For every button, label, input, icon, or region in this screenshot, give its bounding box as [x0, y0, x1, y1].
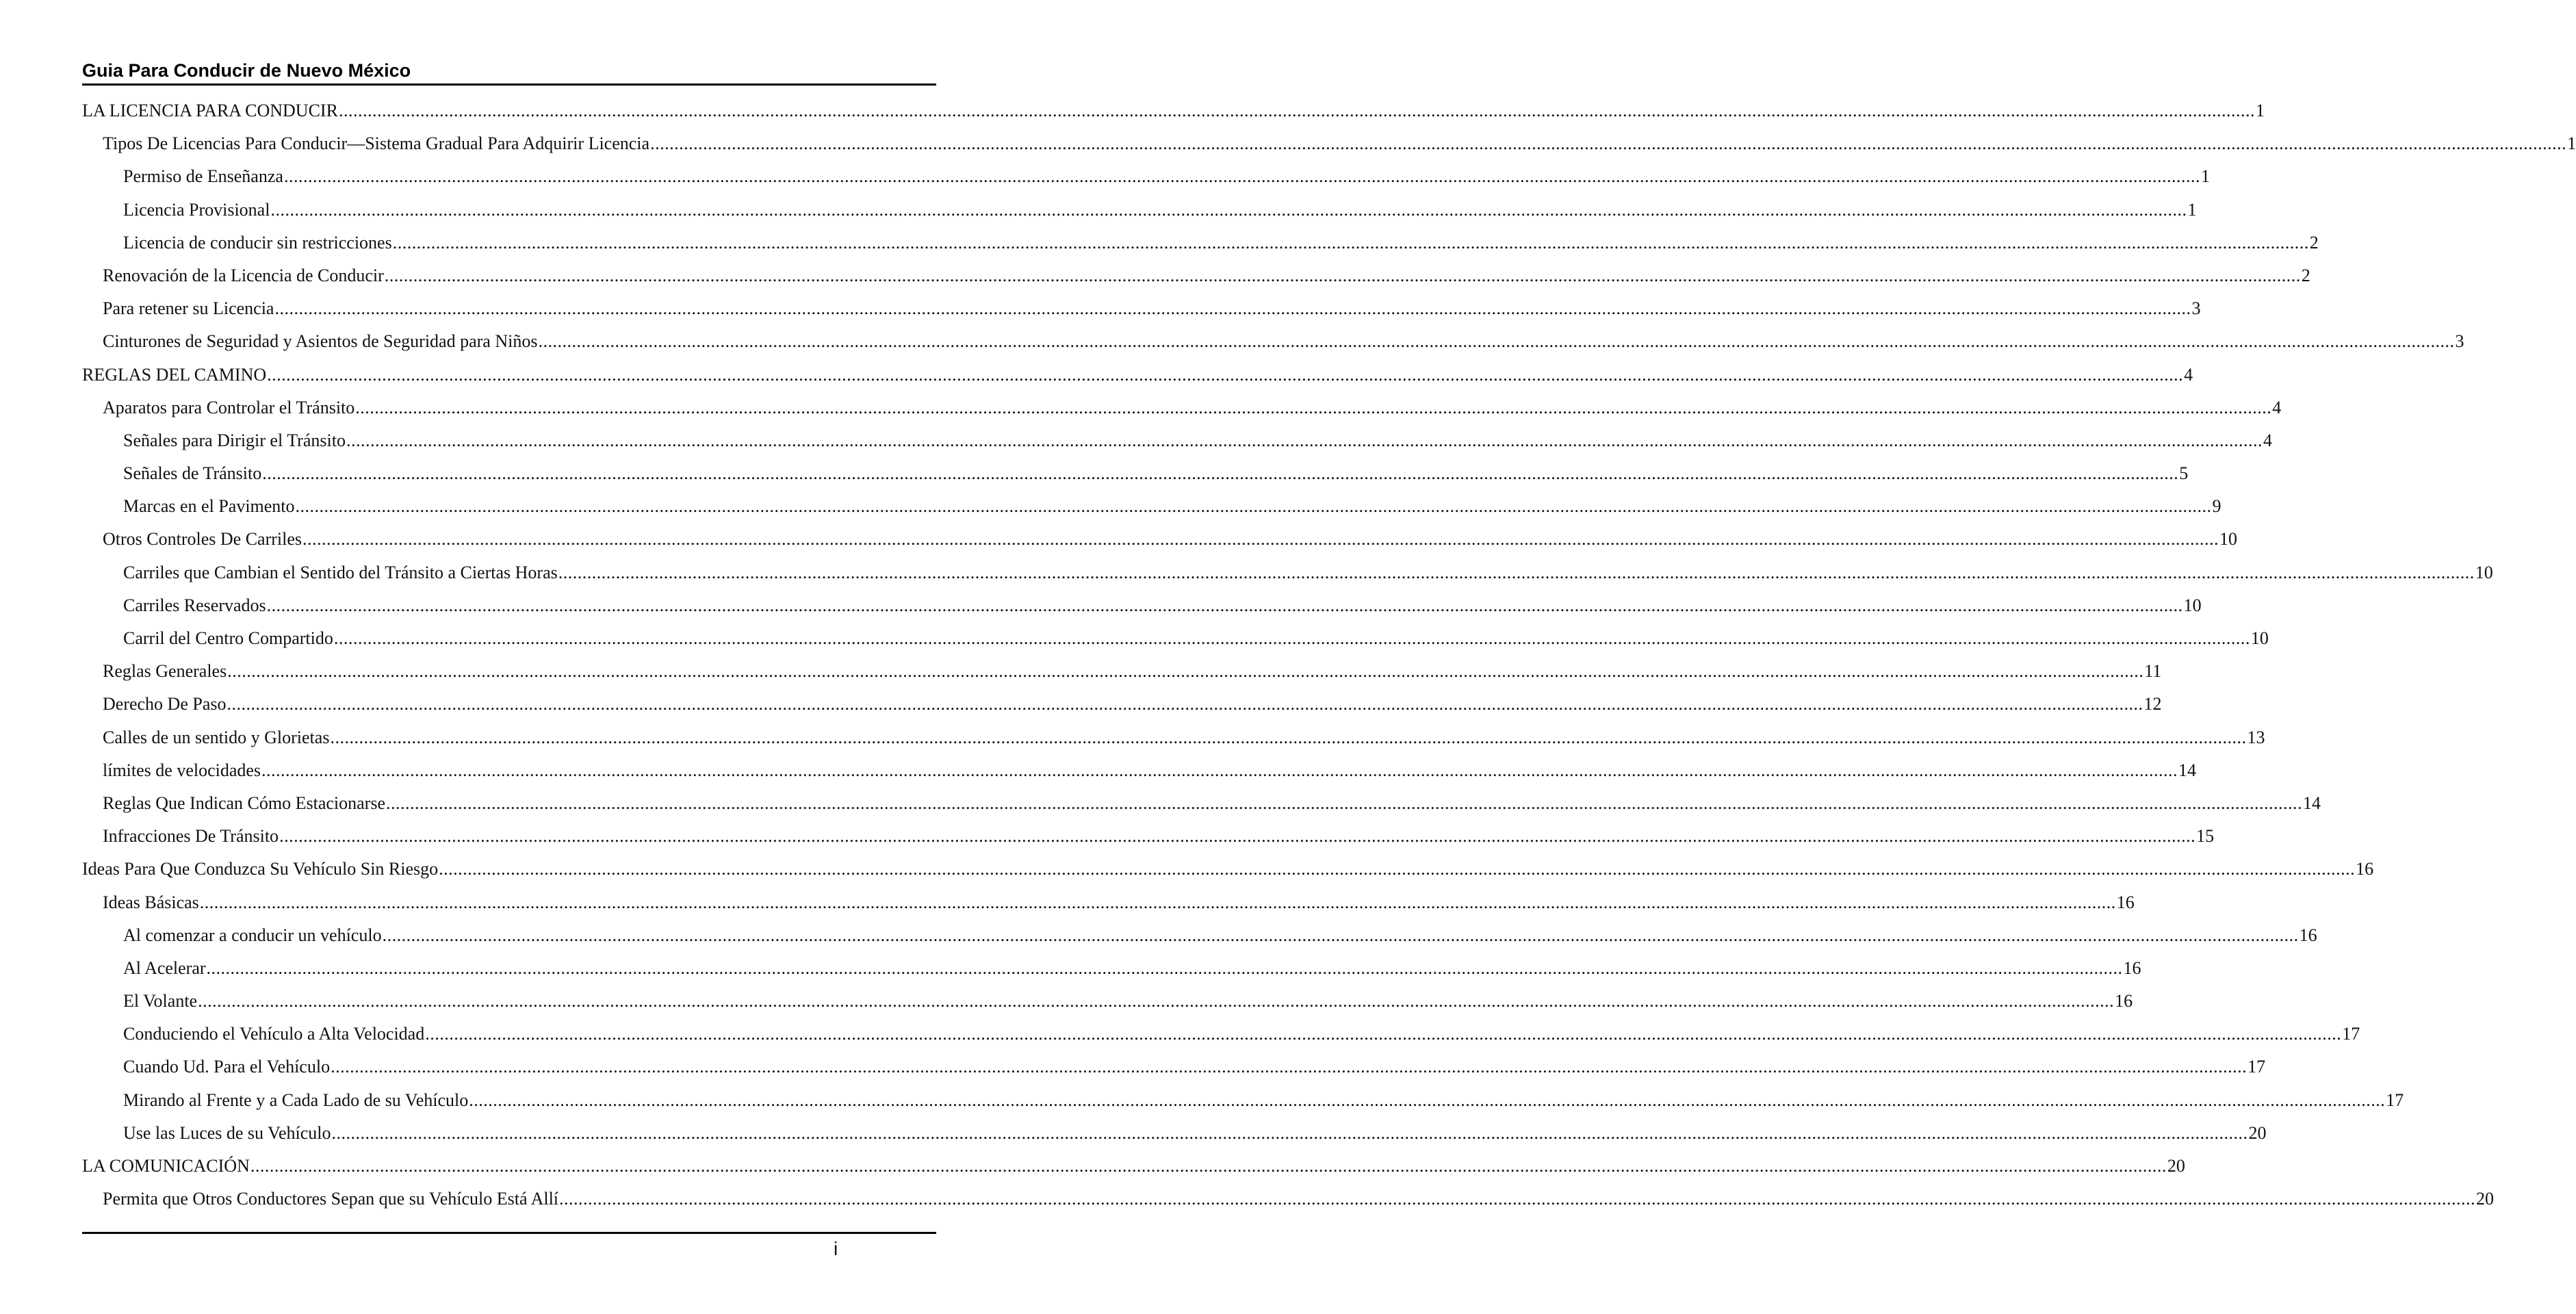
dot-leader: ................................................................................................................................................................................................................................................................................................................................................................................................................ [425, 1024, 2342, 1044]
toc-entry-page: 3 [2455, 331, 2464, 352]
toc-entry[interactable] [82, 1117, 2267, 1150]
toc-entry-page: 4 [2272, 397, 2282, 417]
dot-leader: ................................................................................................................................................................................................................................................................................................................................................................................................................ [331, 1122, 2248, 1143]
toc-entry-page: 14 [2178, 760, 2197, 780]
footer-page-number: i [834, 1238, 838, 1259]
toc-entry[interactable] [82, 523, 2238, 556]
dot-leader: ................................................................................................................................................................................................................................................................................................................................................................................................................ [439, 859, 2356, 879]
toc-entry-title: Ideas Básicas [103, 892, 199, 912]
toc-entry[interactable] [82, 457, 2189, 490]
toc-entry-page: 1 [2200, 166, 2210, 187]
toc-entry-page: 12 [2143, 694, 2162, 714]
toc-entry-page: 13 [2247, 727, 2265, 747]
dot-leader: ................................................................................................................................................................................................................................................................................................................................................................................................................ [346, 430, 2263, 450]
toc-entry-page: 2 [2309, 232, 2319, 253]
dot-leader: ................................................................................................................................................................................................................................................................................................................................................................................................................ [227, 661, 2144, 682]
dot-leader: ................................................................................................................................................................................................................................................................................................................................................................................................................ [227, 694, 2143, 714]
toc-entry-page: 20 [2248, 1122, 2267, 1143]
toc-entry[interactable] [82, 325, 2464, 358]
toc-entry-page: 10 [2183, 595, 2202, 615]
toc-entry-title: REGLAS DEL CAMINO [82, 364, 267, 385]
dot-leader: ................................................................................................................................................................................................................................................................................................................................................................................................................ [206, 957, 2123, 978]
dot-leader: ................................................................................................................................................................................................................................................................................................................................................................................................................ [392, 232, 2309, 253]
dot-leader: ................................................................................................................................................................................................................................................................................................................................................................................................................ [274, 298, 2191, 319]
toc-entry[interactable] [82, 1150, 2185, 1183]
dot-leader: ................................................................................................................................................................................................................................................................................................................................................................................................................ [261, 760, 2178, 780]
toc-entry-page: 1 [2255, 101, 2265, 120]
toc-entry-title: LA LICENCIA PARA CONDUCIR [82, 101, 338, 120]
toc-entry[interactable] [82, 160, 2210, 193]
toc-entry-page: 16 [2299, 925, 2317, 945]
dot-leader: ................................................................................................................................................................................................................................................................................................................................................................................................................ [331, 1057, 2247, 1077]
toc-entry-title: Use las Luces de su Vehículo [123, 1122, 331, 1143]
document-title: Guia Para Conducir de Nuevo México [82, 60, 411, 81]
dot-leader: ................................................................................................................................................................................................................................................................................................................................................................................................................ [250, 1156, 2167, 1176]
toc-entry-title: Carril del Centro Compartido [123, 628, 333, 648]
dot-leader: ................................................................................................................................................................................................................................................................................................................................................................................................................ [262, 463, 2179, 484]
toc-entry-page: 10 [2475, 562, 2493, 582]
dot-leader: ................................................................................................................................................................................................................................................................................................................................................................................................................ [355, 397, 2272, 417]
dot-leader: ................................................................................................................................................................................................................................................................................................................................................................................................................ [333, 628, 2250, 648]
dot-leader: ................................................................................................................................................................................................................................................................................................................................................................................................................ [283, 166, 2200, 187]
toc-entry-title: Carriles que Cambian el Sentido del Tránsito a Ciertas Horas [123, 562, 558, 582]
toc-entry-page: 9 [2212, 496, 2221, 517]
toc-entry[interactable] [82, 359, 2193, 391]
table-of-contents [82, 94, 2576, 1215]
toc-entry-page: 4 [2263, 430, 2272, 450]
toc-entry-page: 15 [2196, 826, 2215, 847]
toc-entry-page: 20 [2476, 1189, 2495, 1209]
toc-entry[interactable] [82, 391, 2282, 424]
footer-rule [82, 1232, 936, 1234]
toc-entry-page: 16 [2123, 957, 2141, 978]
toc-entry[interactable] [82, 227, 2319, 259]
toc-entry[interactable] [82, 886, 2135, 919]
toc-entry[interactable] [82, 787, 2321, 820]
toc-entry-title: Licencia de conducir sin restricciones [123, 232, 392, 253]
toc-entry-title: Al Acelerar [123, 957, 206, 978]
toc-entry[interactable] [82, 94, 2265, 127]
toc-entry-title: Tipos De Licencias Para Conducir—Sistema Gradual Para Adquirir Licencia [103, 133, 650, 154]
toc-entry[interactable] [82, 820, 2215, 853]
toc-entry[interactable] [82, 754, 2197, 787]
toc-entry-title: Carriles Reservados [123, 595, 266, 615]
toc-entry-title: Reglas Generales [103, 661, 227, 682]
dot-leader: ................................................................................................................................................................................................................................................................................................................................................................................................................ [198, 991, 2115, 1012]
toc-entry-title: Reglas Que Indican Cómo Estacionarse [103, 793, 385, 813]
toc-entry-title: Marcas en el Pavimento [123, 496, 295, 517]
toc-entry-page: 16 [2356, 859, 2374, 879]
toc-entry-title: límites de velocidades [103, 760, 261, 780]
toc-entry-title: Al comenzar a conducir un vehículo [123, 925, 382, 945]
dot-leader: ................................................................................................................................................................................................................................................................................................................................................................................................................ [650, 133, 2567, 154]
dot-leader: ................................................................................................................................................................................................................................................................................................................................................................................................................ [330, 727, 2247, 747]
dot-leader: ................................................................................................................................................................................................................................................................................................................................................................................................................ [469, 1090, 2386, 1110]
toc-entry[interactable] [82, 259, 2310, 292]
toc-entry-page: 2 [2301, 265, 2310, 285]
toc-entry[interactable] [82, 919, 2317, 952]
toc-entry-page: 3 [2191, 298, 2201, 319]
page-header [82, 59, 936, 82]
toc-entry-title: Cuando Ud. Para el Vehículo [123, 1057, 331, 1077]
toc-entry-title: Señales de Tránsito [123, 463, 262, 484]
toc-entry[interactable] [82, 1183, 2495, 1215]
dot-leader: ................................................................................................................................................................................................................................................................................................................................................................................................................ [266, 595, 2183, 615]
toc-entry-title: Infracciones De Tránsito [103, 826, 279, 847]
dot-leader: ................................................................................................................................................................................................................................................................................................................................................................................................................ [270, 199, 2187, 220]
toc-entry[interactable] [82, 490, 2221, 523]
dot-leader: ................................................................................................................................................................................................................................................................................................................................................................................................................ [199, 892, 2116, 912]
toc-entry[interactable] [82, 1084, 2404, 1117]
toc-entry-page: 4 [2184, 364, 2193, 385]
toc-entry[interactable] [82, 952, 2141, 985]
toc-entry[interactable] [82, 424, 2272, 457]
toc-entry-page: 16 [2115, 991, 2133, 1012]
dot-leader: ................................................................................................................................................................................................................................................................................................................................................................................................................ [302, 529, 2219, 550]
toc-entry-page: 11 [2144, 661, 2162, 682]
toc-entry-title: Derecho De Paso [103, 694, 227, 714]
toc-entry-title: Ideas Para Que Conduzca Su Vehículo Sin Riesgo [82, 859, 439, 879]
dot-leader: ................................................................................................................................................................................................................................................................................................................................................................................................................ [538, 331, 2455, 352]
toc-entry[interactable] [82, 194, 2197, 227]
toc-entry-page: 17 [2342, 1024, 2360, 1044]
dot-leader: ................................................................................................................................................................................................................................................................................................................................................................................................................ [295, 496, 2212, 517]
toc-entry-page: 5 [2179, 463, 2189, 484]
toc-entry-page: 1 [2567, 133, 2576, 154]
toc-entry-page: 17 [2247, 1057, 2266, 1077]
dot-leader: ................................................................................................................................................................................................................................................................................................................................................................................................................ [279, 826, 2196, 847]
dot-leader: ................................................................................................................................................................................................................................................................................................................................................................................................................ [558, 562, 2475, 582]
toc-entry[interactable] [82, 1051, 2266, 1083]
toc-entry[interactable] [82, 655, 2162, 688]
toc-entry-title: Cinturones de Seguridad y Asientos de Seguridad para Niños [103, 331, 538, 352]
toc-entry[interactable] [82, 622, 2269, 655]
toc-entry-page: 20 [2167, 1156, 2185, 1176]
toc-entry[interactable] [82, 1018, 2360, 1051]
toc-entry-title: El Volante [123, 991, 198, 1012]
toc-entry-page: 10 [2250, 628, 2269, 648]
toc-entry-title: LA COMUNICACIÓN [82, 1156, 250, 1176]
toc-entry[interactable] [82, 556, 2493, 589]
toc-entry-page: 16 [2116, 892, 2135, 912]
toc-entry[interactable] [82, 721, 2265, 754]
toc-entry[interactable] [82, 688, 2162, 721]
toc-entry-title: Mirando al Frente y a Cada Lado de su Vehículo [123, 1090, 469, 1110]
dot-leader: ................................................................................................................................................................................................................................................................................................................................................................................................................ [382, 925, 2299, 945]
toc-entry-title: Permiso de Enseñanza [123, 166, 283, 187]
dot-leader: ................................................................................................................................................................................................................................................................................................................................................................................................................ [386, 793, 2302, 813]
toc-entry-title: Calles de un sentido y Glorietas [103, 727, 330, 747]
toc-entry-title: Otros Controles De Carriles [103, 529, 302, 550]
toc-entry-title: Conduciendo el Vehículo a Alta Velocidad [123, 1024, 425, 1044]
header-rule [82, 83, 936, 86]
dot-leader: ................................................................................................................................................................................................................................................................................................................................................................................................................ [267, 364, 2184, 385]
toc-entry-page: 1 [2187, 199, 2197, 220]
toc-entry-title: Aparatos para Controlar el Tránsito [103, 397, 355, 417]
toc-entry[interactable] [82, 985, 2133, 1018]
dot-leader: ................................................................................................................................................................................................................................................................................................................................................................................................................ [384, 265, 2301, 285]
toc-entry-title: Para retener su Licencia [103, 298, 274, 319]
toc-entry[interactable] [82, 589, 2202, 622]
toc-entry-page: 14 [2303, 793, 2321, 813]
toc-entry-page: 17 [2386, 1090, 2404, 1110]
toc-entry[interactable] [82, 127, 2576, 160]
toc-entry-title: Licencia Provisional [123, 199, 270, 220]
toc-entry[interactable] [82, 853, 2374, 886]
toc-entry-page: 10 [2219, 529, 2238, 550]
toc-entry-title: Señales para Dirigir el Tránsito [123, 430, 346, 450]
toc-entry-title: Renovación de la Licencia de Conducir [103, 265, 384, 285]
dot-leader: ................................................................................................................................................................................................................................................................................................................................................................................................................ [559, 1189, 2476, 1209]
toc-entry-title: Permita que Otros Conductores Sepan que su Vehículo Está Allí [103, 1189, 559, 1209]
dot-leader: ................................................................................................................................................................................................................................................................................................................................................................................................................ [338, 101, 2255, 120]
toc-entry[interactable] [82, 292, 2201, 325]
